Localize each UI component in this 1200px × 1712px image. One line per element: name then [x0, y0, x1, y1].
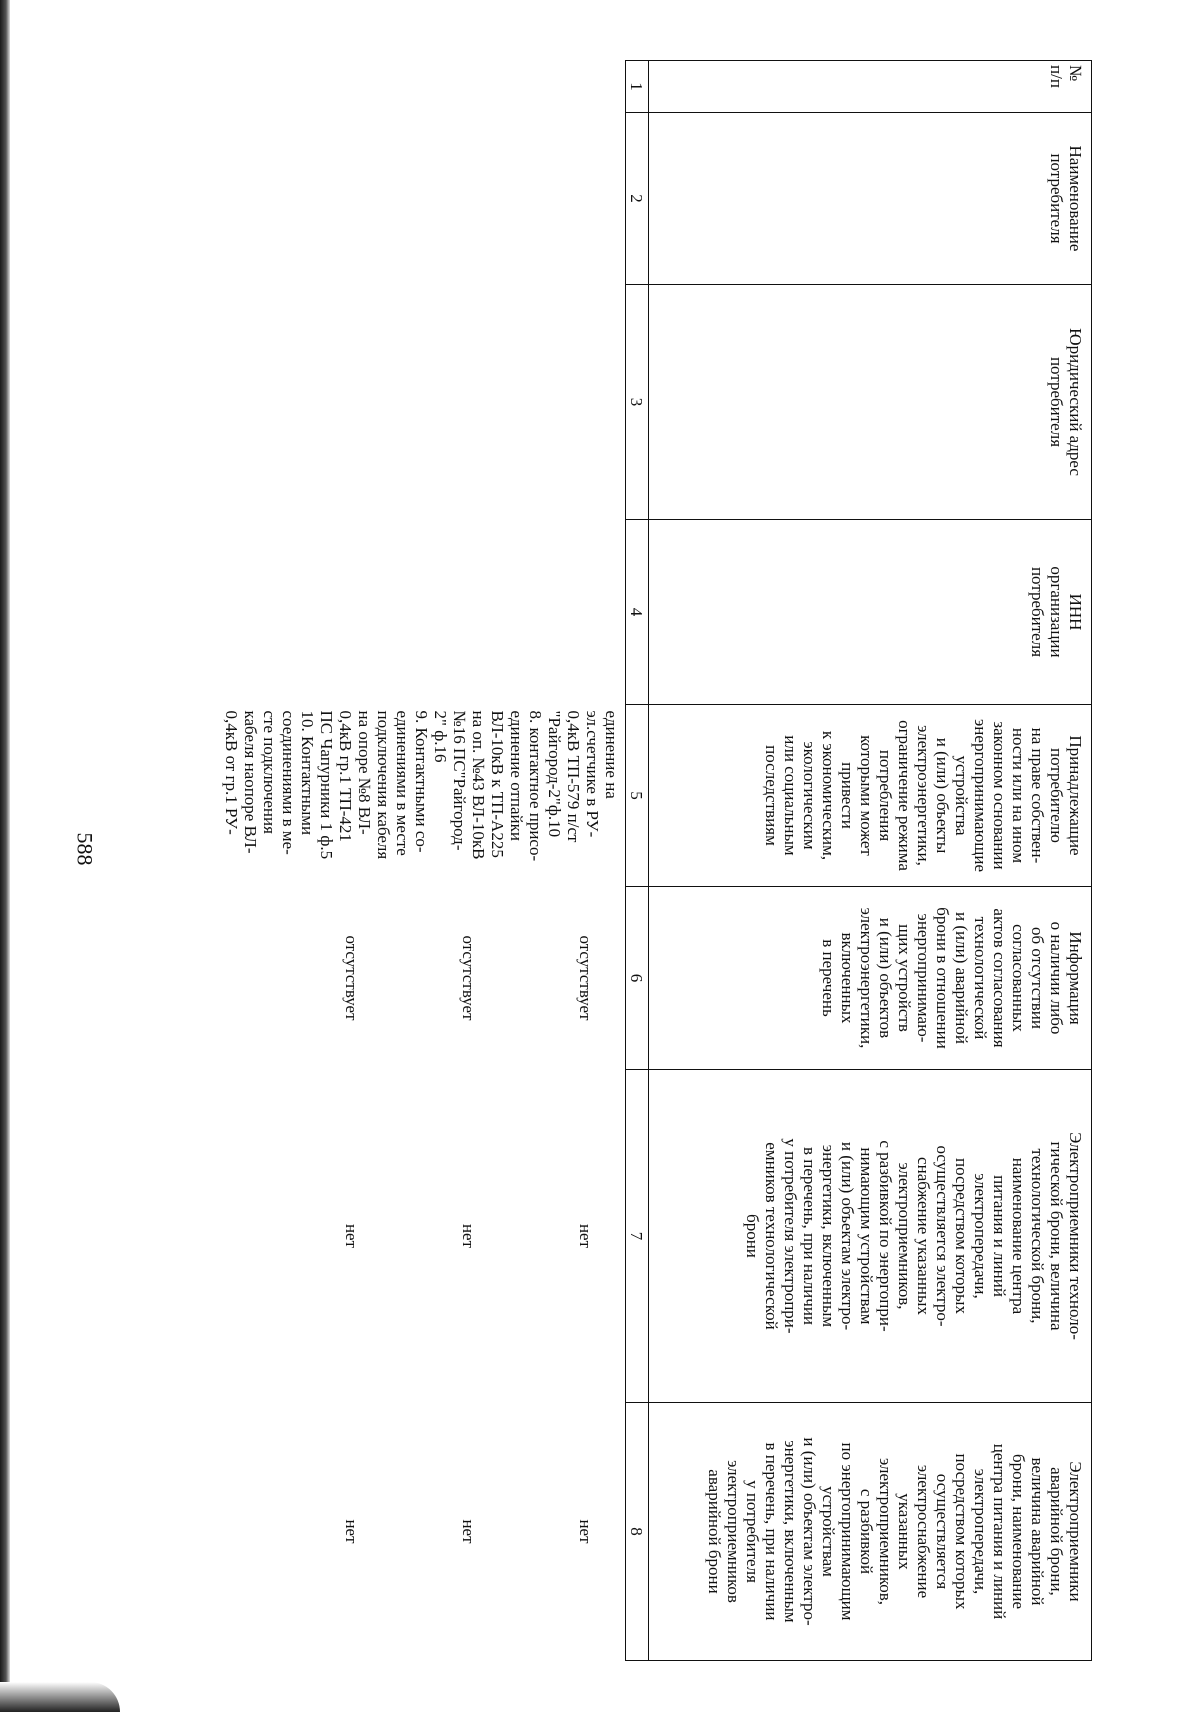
page-number: 588: [72, 832, 98, 866]
column-number: 7: [626, 1070, 649, 1403]
column-number-row: [626, 61, 649, 1661]
header-technological-reserve: Электроприемники техноло- гической брони, величина технологической брони, наименование центра питания и линий электропередачи, посредством которых осуществляется электро- снабжение указанных электроприемников, с разбивкой по энергопри- нимающим устройствам и (или) объектам электро- энергетики, включенным в перечень, при наличии у потребителя электропри- емников технологической брони: [649, 1070, 1092, 1403]
table-body-row: [218, 61, 626, 1661]
technological-reserve-cell: [218, 1070, 626, 1403]
acts-info-value: отсутствует: [576, 935, 595, 1021]
column-number: 4: [626, 520, 649, 705]
header-legal-address: Юридический адрес потребителя: [649, 285, 1092, 520]
column-number: 8: [626, 1403, 649, 1661]
emergency-reserve-value: нет: [342, 1519, 361, 1544]
column-number: 3: [626, 285, 649, 520]
emergency-reserve-cell: [218, 1403, 626, 1661]
scan-edge: [0, 0, 10, 1712]
technological-reserve-value: нет: [459, 1223, 478, 1249]
header-row: [649, 61, 1092, 1661]
technological-reserve-value: нет: [342, 1223, 361, 1249]
header-devices: Принадлежащие потребителю на праве собствен- ности или на ином законном основании энергопринимающие устройства и (или) объекты электроэнергетики, ограничение режима потребления которыми может привести к экономическим, экологическим или социальным последствиям: [649, 705, 1092, 887]
emergency-reserve-value: нет: [459, 1519, 478, 1544]
devices-cell: [218, 705, 626, 887]
acts-info-value: отсутствует: [459, 935, 478, 1021]
rotated-table-container: [112, 60, 1092, 1660]
acts-info-cell: [218, 887, 626, 1070]
devices-text: единение на эл.счетчике в РУ- 0,4кВ ТП-579 п/ст "Райгород-2"ф.10 8. контактное присо- единение отпайки ВЛ-10кВ к ТП-А225 на оп. №43 ВЛ-10кВ №16 ПС"Райгород- 2" ф.16 9. Контактными со- единениями в месте подключения кабеля на опоре №8 ВЛ- 0,4кВ гр.1 ТП-421 ПС Чапурники 1 ф.5 10. Контактными соединениями в ме- сте подключения кабеля наопоре ВЛ- 0,4кВ от гр.1 РУ-: [222, 710, 621, 862]
column-number: 6: [626, 887, 649, 1070]
header-consumer-name: Наименование потребителя: [649, 113, 1092, 285]
column-number: 2: [626, 113, 649, 285]
emergency-reserve-value: нет: [576, 1519, 595, 1544]
consumers-table: [218, 60, 1092, 1661]
header-number: № п/п: [649, 61, 1092, 113]
header-acts-info: Информация о наличии либо об отсутствии согласованных актов согласования технологической и (или) аварийной брони в отношении энергопринимаю- щих устройств и (или) объектов электроэнергетики, включенных в перечень: [649, 887, 1092, 1070]
column-number: 1: [626, 61, 649, 113]
technological-reserve-value: нет: [576, 1223, 595, 1249]
header-inn: ИНН организации потребителя: [649, 520, 1092, 705]
column-number: 5: [626, 705, 649, 887]
acts-info-value: отсутствует: [342, 935, 361, 1021]
scan-corner: [0, 1682, 120, 1712]
header-emergency-reserve: Электроприемники аварийной брони, величина аварийной брони, наименование центра питания и линий электропередачи, посредством которых осуществляется электроснабжение указанных электроприемников, с разбивкой по энергопринимающим устройствам и (или) объектам электро- энергетики, включенным в перечень, при наличии у потребителя электроприемников аварийной брони: [649, 1403, 1092, 1661]
